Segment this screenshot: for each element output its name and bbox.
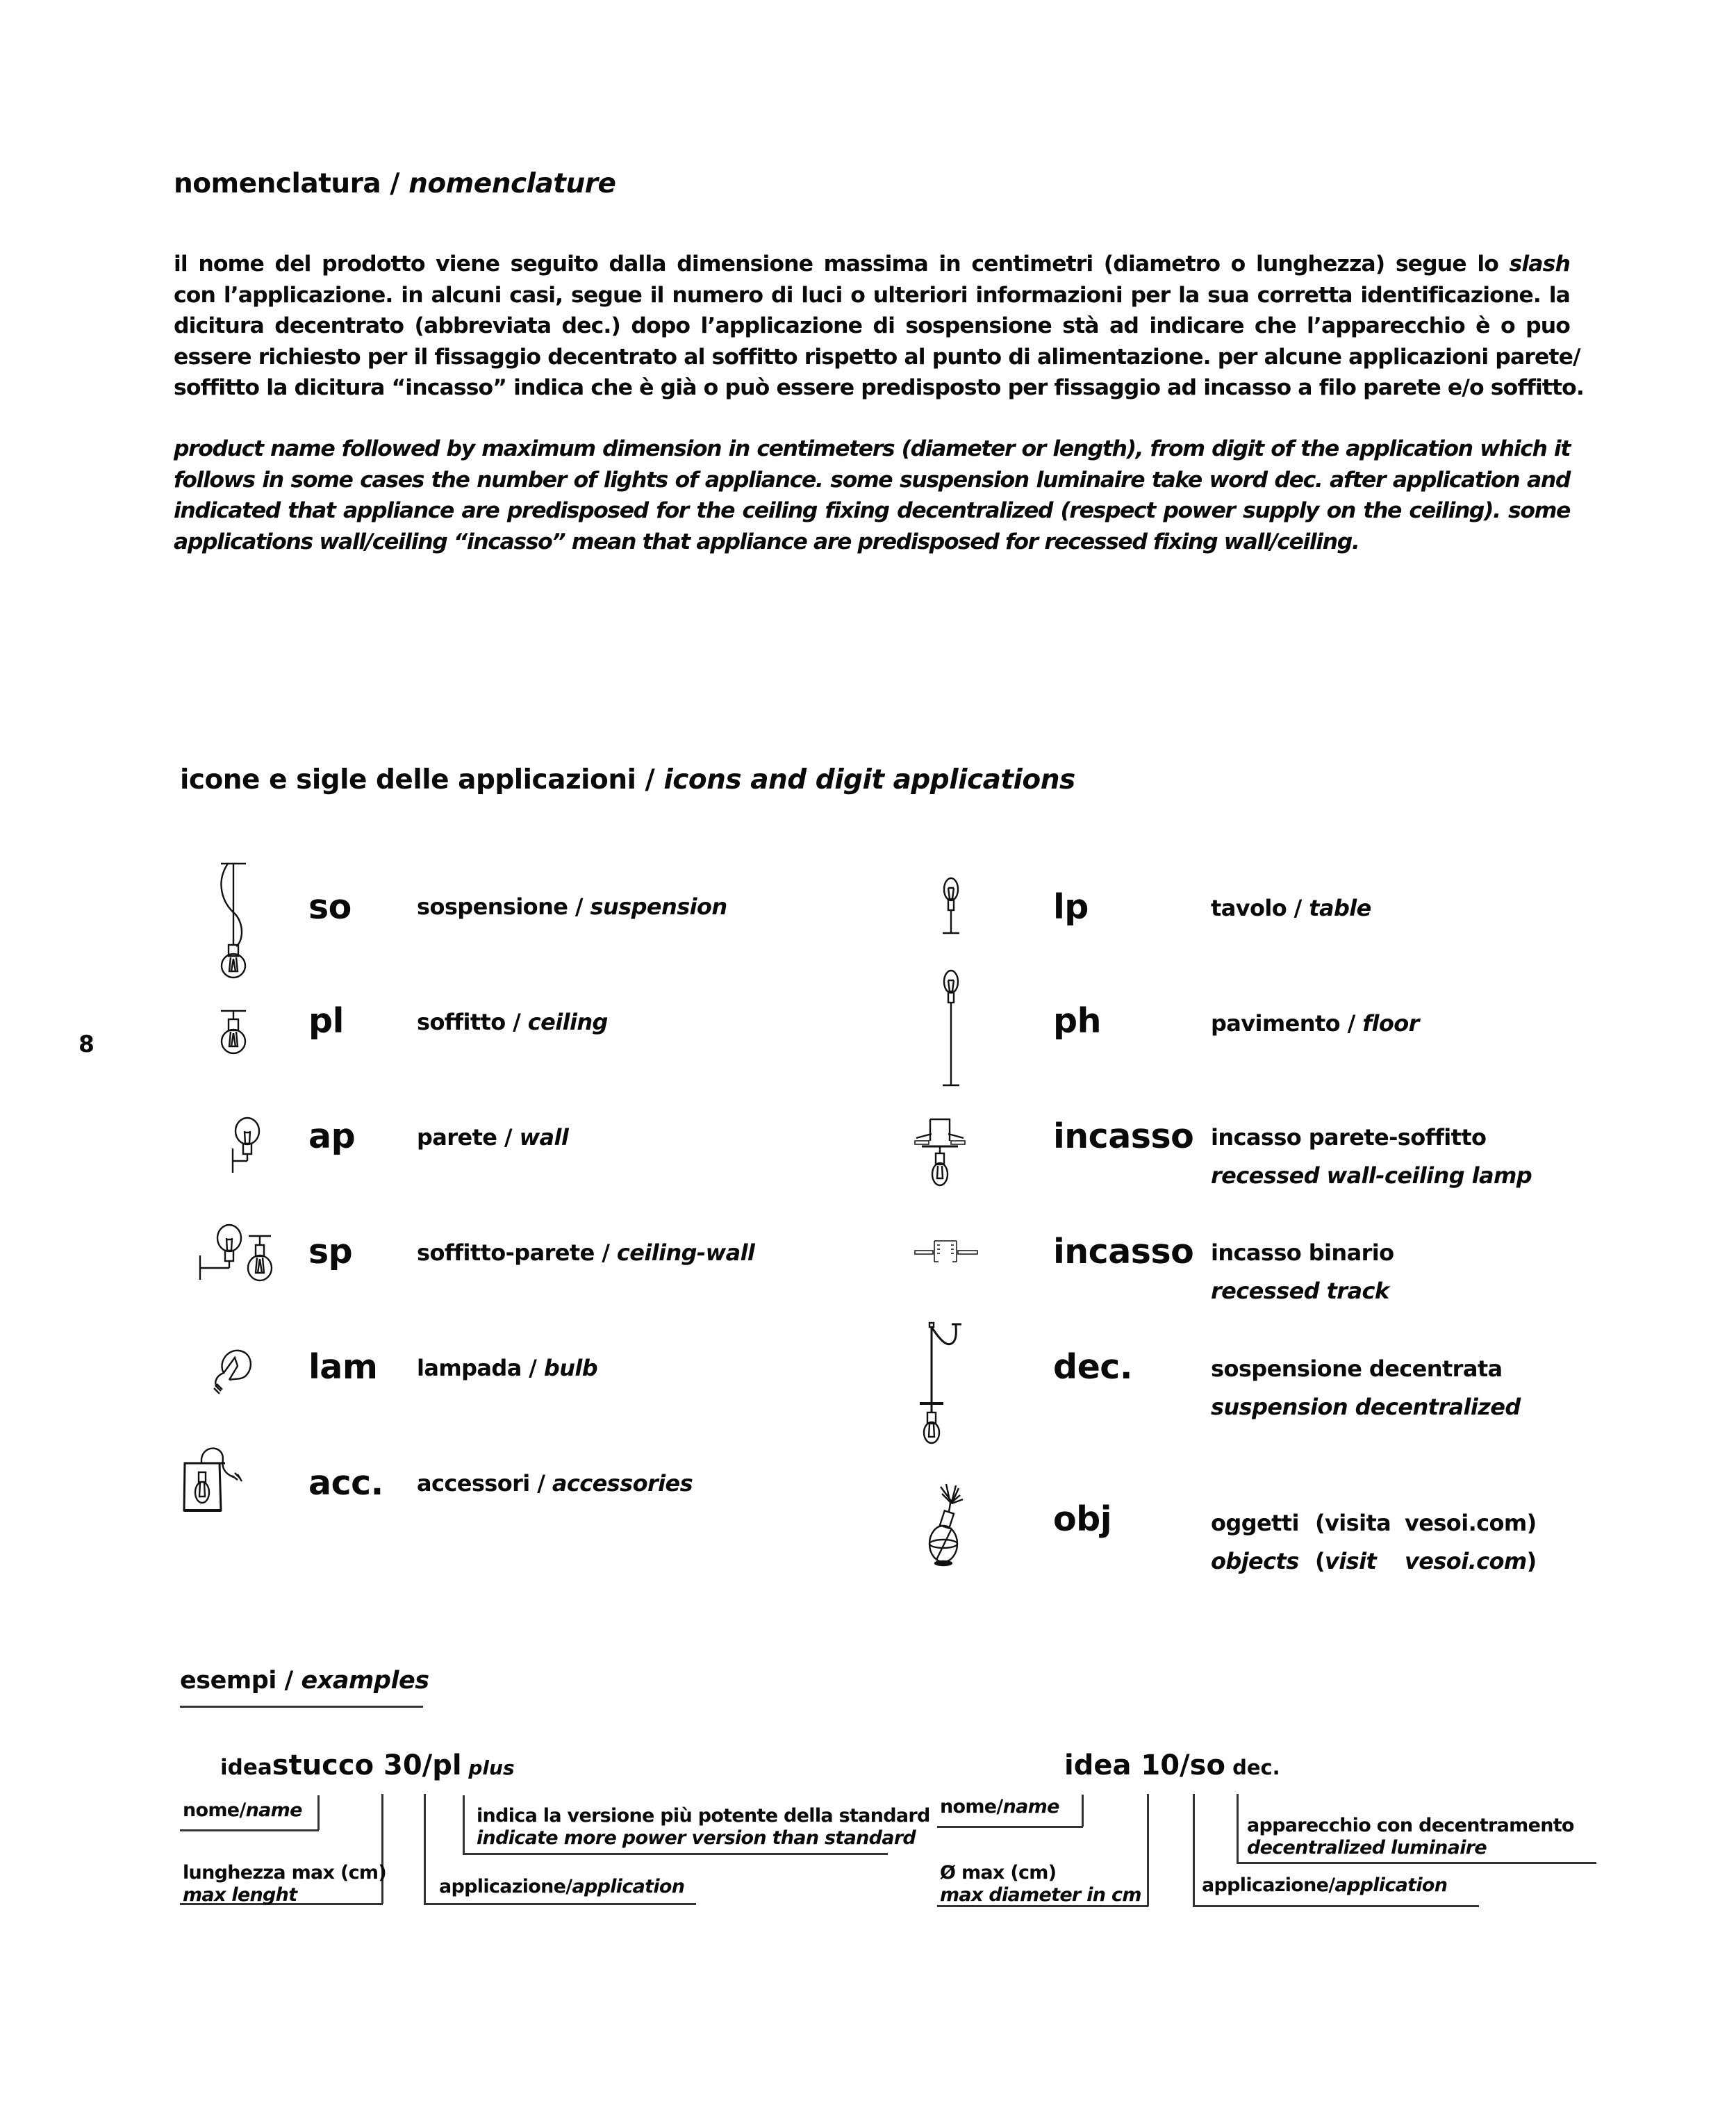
code-acc: acc. [308, 1463, 383, 1503]
example1-name-big: stucco [272, 1749, 374, 1781]
code-pl: pl [308, 1001, 344, 1041]
examples-title [180, 1667, 429, 1695]
desc-incasso-1 [1211, 1119, 1532, 1195]
title-separator: / [276, 1667, 301, 1695]
label-it: Ø max (cm) [940, 1862, 1057, 1884]
desc-acc [417, 1465, 693, 1503]
code-obj: obj [1053, 1499, 1112, 1539]
code-lp: lp [1053, 887, 1089, 927]
bracket-line [463, 1853, 888, 1855]
example1-label-name [183, 1799, 302, 1822]
desc-en: ceiling [527, 1009, 608, 1035]
desc-it: sospensione decentrata [1211, 1356, 1503, 1382]
code-lam: lam [308, 1347, 378, 1387]
paragraph-line: con l’applicazione. in alcuni casi, segue il numero di luci o ulteriori informazioni per la sua corretta identificazione. la [174, 282, 1570, 308]
recessed-track-icon [914, 1235, 983, 1270]
label-en: name [245, 1799, 302, 1821]
paragraph-italic-word: slash [1509, 252, 1570, 277]
example2-label-app [1202, 1875, 1447, 1897]
desc-it: incasso parete-soffitto [1211, 1124, 1487, 1151]
paragraph-line: applications wall/ceiling “incasso” mean that appliance are predisposed for recessed fixing wall/ceiling. [174, 529, 1359, 554]
desc-word: visit [1325, 1548, 1377, 1574]
nomenclature-paragraph-en [174, 434, 1570, 557]
example2-label-suffix [1247, 1815, 1574, 1859]
floor-lamp-icon [934, 968, 969, 1093]
bracket-line [463, 1795, 465, 1854]
icons-title-it: icone e sigle delle applicazioni [180, 764, 636, 796]
desc-it: pavimento / [1211, 1010, 1363, 1037]
example1-suffix: plus [461, 1756, 515, 1779]
bracket-line [1237, 1794, 1239, 1863]
code-sp: sp [308, 1232, 353, 1271]
title-separator: / [636, 764, 664, 796]
nomenclature-paragraph-it [174, 249, 1584, 404]
label-en: max diameter in cm [940, 1884, 1141, 1906]
desc-en: ceiling-wall [616, 1239, 755, 1266]
bracket-line [180, 1829, 319, 1831]
desc-lam [417, 1349, 597, 1387]
label-en: name [1002, 1796, 1059, 1818]
icons-section-title [180, 764, 1075, 796]
desc-it: incasso binario [1211, 1239, 1394, 1266]
bracket-line [1193, 1794, 1195, 1906]
label-en: indicate more power version than standard [477, 1827, 916, 1849]
desc-en: suspension [590, 893, 727, 920]
wall-lamp-icon [207, 1117, 263, 1180]
label-it: applicazione/ [439, 1876, 572, 1897]
paragraph-text: il nome del prodotto viene seguito dalla dimensione massima in centimetri (diametro o lunghezza) segue lo [174, 252, 1510, 277]
page-number: 8 [78, 1030, 94, 1057]
desc-pl [417, 1003, 608, 1041]
recessed-wall-ceiling-icon [914, 1117, 983, 1194]
desc-en: recessed wall-ceiling lamp [1211, 1162, 1532, 1189]
desc-en: table [1309, 895, 1371, 921]
label-en: max lenght [183, 1884, 297, 1906]
bracket-line [1082, 1795, 1084, 1827]
desc-it: soffitto / [417, 1009, 528, 1035]
desc-en: wall [519, 1124, 569, 1151]
desc-it: lampada / [417, 1355, 544, 1381]
website-text: vesoi.com [1405, 1548, 1527, 1574]
desc-en: floor [1362, 1010, 1419, 1037]
example2-label-name [940, 1796, 1059, 1818]
example1-label-suffix [477, 1805, 930, 1849]
examples-underline [180, 1706, 423, 1708]
bulb-icon [210, 1348, 258, 1396]
example2-suffix: dec. [1225, 1756, 1280, 1779]
code-ph: ph [1053, 1001, 1101, 1041]
desc-obj [1211, 1504, 1544, 1581]
example2-name: idea [1064, 1749, 1132, 1781]
desc-it: tavolo / [1211, 895, 1309, 921]
nomenclature-title-it: nomenclatura [174, 168, 381, 199]
bracket-line [424, 1794, 426, 1904]
paragraph-line: dicitura decentrato (abbreviata dec.) dopo l’applicazione di sospensione stà ad indicare che l’apparecchio è o puo [174, 313, 1570, 338]
title-separator: / [381, 168, 409, 199]
bracket-line [317, 1795, 320, 1830]
ceiling-wall-lamp-icon [182, 1224, 279, 1287]
bracket-line [937, 1826, 1083, 1828]
desc-word [1315, 1542, 1376, 1581]
object-vase-icon [917, 1480, 979, 1570]
desc-en: accessories [552, 1470, 693, 1497]
example1-label-dim [183, 1862, 386, 1906]
desc-en: recessed track [1211, 1278, 1389, 1304]
desc-ap [417, 1119, 568, 1157]
desc-en: suspension decentralized [1211, 1394, 1521, 1420]
desc-word: oggetti [1211, 1510, 1299, 1536]
desc-en: bulb [543, 1355, 598, 1381]
bracket-line [1193, 1905, 1479, 1907]
label-it: nome/ [183, 1799, 246, 1821]
desc-word: (visita [1315, 1510, 1391, 1536]
example1-product-code [220, 1749, 515, 1781]
desc-it: sospensione / [417, 893, 590, 920]
label-it: applicazione/ [1202, 1875, 1335, 1896]
bracket-line [1237, 1862, 1596, 1864]
desc-it: parete / [417, 1124, 520, 1151]
label-en: application [572, 1876, 685, 1897]
label-it: nome/ [940, 1796, 1003, 1818]
code-ap: ap [308, 1117, 356, 1156]
desc-sp [417, 1234, 754, 1272]
desc-incasso-2 [1211, 1234, 1394, 1310]
example2-size-app: 10/so [1131, 1749, 1225, 1781]
decentralized-suspension-icon [917, 1320, 979, 1445]
bracket-line [1147, 1794, 1149, 1906]
example2-product-code [1064, 1749, 1280, 1781]
code-incasso-2: incasso [1053, 1232, 1194, 1271]
website-link[interactable]: vesoi.com) [1405, 1510, 1537, 1536]
label-en: application [1334, 1875, 1448, 1896]
example1-name-small: idea [220, 1755, 272, 1780]
desc-it: accessori / [417, 1470, 552, 1497]
paragraph-line: essere richiesto per il fissaggio decentrato al soffitto rispetto al punto di alimentazione. per alcune applicazioni parete/ [174, 344, 1580, 370]
paragraph-line [174, 249, 1570, 280]
ceiling-lamp-icon [208, 1009, 250, 1057]
examples-title-en: examples [301, 1667, 429, 1695]
accessories-lampshade-icon [182, 1441, 286, 1517]
paragraph-line: soffitto la dicitura “incasso” indica che è già o può essere predisposto per fissaggio ad incasso a filo parete e/o soffitto. [174, 375, 1584, 400]
nomenclature-title [174, 168, 615, 199]
paren: ) [1526, 1548, 1537, 1574]
desc-it: soffitto-parete / [417, 1239, 617, 1266]
example2-label-dim [940, 1862, 1141, 1906]
label-it: indica la versione più potente della standard [477, 1805, 930, 1827]
code-dec: dec. [1053, 1347, 1132, 1387]
example1-size-app: 30/pl [374, 1749, 462, 1781]
table-lamp-icon [934, 875, 969, 945]
desc-word: objects [1211, 1548, 1299, 1574]
label-it: lunghezza max (cm) [183, 1862, 386, 1884]
paren: ( [1315, 1548, 1325, 1574]
example1-label-app [439, 1876, 684, 1898]
label-en: decentralized luminaire [1247, 1837, 1487, 1859]
icons-title-en: icons and digit applications [663, 764, 1075, 796]
paragraph-line: indicated that appliance are predisposed for the ceiling fixing decentralized (respect power supply on the ceiling). some [174, 498, 1570, 523]
paragraph-line: follows in some cases the number of lights of appliance. some suspension luminaire take word dec. after application and [174, 467, 1570, 493]
paragraph-line: product name followed by maximum dimension in centimeters (diameter or length), from digit of the application which it [174, 436, 1570, 461]
label-it: apparecchio con decentramento [1247, 1815, 1574, 1836]
suspension-lamp-icon [208, 862, 250, 980]
code-incasso-1: incasso [1053, 1117, 1194, 1156]
nomenclature-title-en: nomenclature [408, 168, 616, 199]
desc-lp [1211, 889, 1371, 928]
desc-it [1211, 1504, 1544, 1542]
desc-dec [1211, 1350, 1521, 1426]
bracket-line [424, 1903, 696, 1905]
desc-ph [1211, 1005, 1419, 1043]
website-link[interactable] [1405, 1542, 1537, 1581]
code-so: so [308, 887, 352, 927]
examples-title-it: esempi [180, 1667, 276, 1695]
desc-en [1211, 1542, 1544, 1581]
desc-so [417, 888, 727, 926]
